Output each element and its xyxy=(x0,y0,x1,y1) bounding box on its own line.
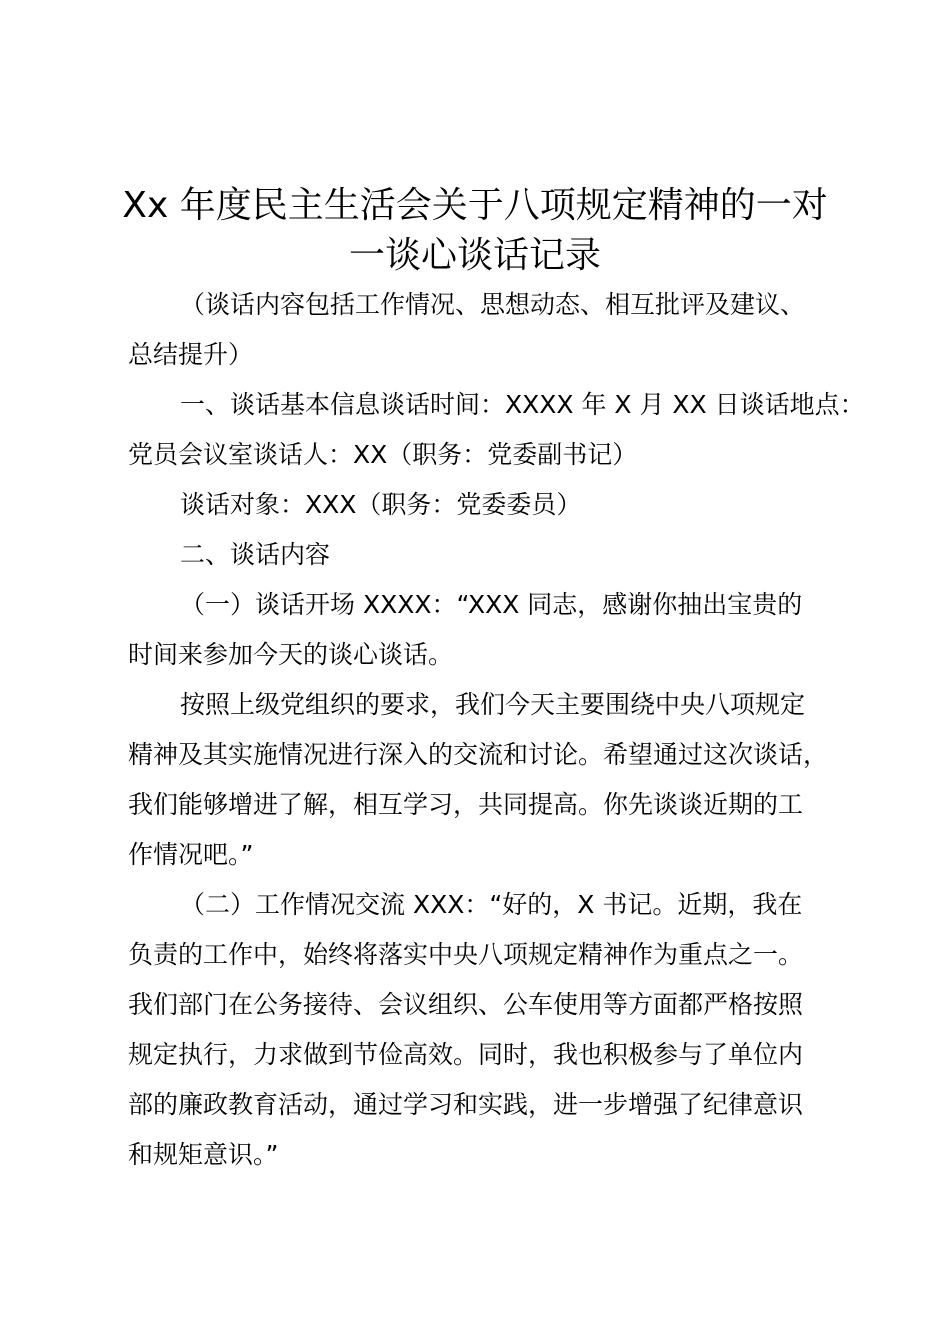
paragraph-line: 我们部门在公务接待、会议组织、公车使用等方面都严格按照 xyxy=(128,990,804,1019)
paragraph-line: 精神及其实施情况进行深入的交流和讨论。希望通过这次谈话， xyxy=(128,740,829,769)
paragraph-line: 时间来参加今天的谈心谈话。 xyxy=(128,640,454,669)
section-heading: 二、谈话内容 xyxy=(180,540,331,569)
paragraph-line: 按照上级党组织的要求，我们今天主要围绕中央八项规定 xyxy=(180,690,806,719)
document-title-line-2: 一谈心谈话记录 xyxy=(348,235,601,276)
paragraph-line: 谈话对象：XXX（职务：党委委员） xyxy=(180,490,582,519)
paragraph-line: 党员会议室谈话人：XX（职务：党委副书记） xyxy=(128,440,638,469)
paragraph-line: 总结提升） xyxy=(128,340,254,369)
paragraph-line: 部的廉政教育活动，通过学习和实践，进一步增强了纪律意识 xyxy=(128,1090,804,1119)
paragraph-line: 一、谈话基本信息谈话时间：XXXX 年 X 月 XX 日谈话地点： xyxy=(180,390,865,419)
paragraph-line: （二）工作情况交流 XXX：“好的，X 书记。近期，我在 xyxy=(180,890,803,919)
paragraph-line: （一）谈话开场 XXXX：“XXX 同志，感谢你抽出宝贵的 xyxy=(180,590,803,619)
paragraph-line: （谈话内容包括工作情况、思想动态、相互批评及建议、 xyxy=(180,290,806,319)
paragraph-line: 和规矩意识。” xyxy=(128,1140,279,1169)
paragraph-line: 规定执行，力求做到节俭高效。同时，我也积极参与了单位内 xyxy=(128,1040,804,1069)
paragraph-line: 我们能够增进了解，相互学习，共同提高。你先谈谈近期的工 xyxy=(128,790,804,819)
paragraph-line: 作情况吧。” xyxy=(128,840,254,869)
document-title-line-1: Xx 年度民主生活会关于八项规定精神的一对 xyxy=(122,185,828,226)
paragraph-line: 负责的工作中，始终将落实中央八项规定精神作为重点之一。 xyxy=(128,940,804,969)
